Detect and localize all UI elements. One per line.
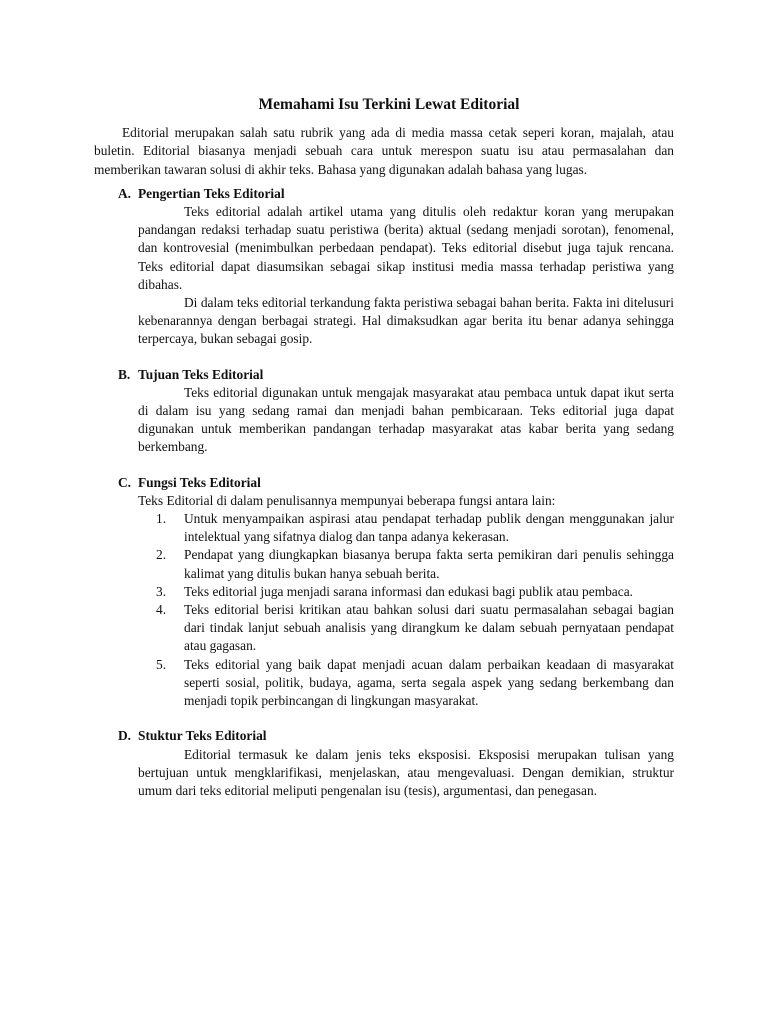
section-heading [94,474,674,492]
section-heading [94,366,674,384]
section-body [94,492,674,710]
section-heading [94,185,674,203]
section-body [94,203,674,349]
list-item [138,583,674,601]
list-item [138,546,674,582]
section-heading [94,727,674,745]
list-number: 2. [156,547,167,563]
section-letter: B. [118,366,131,382]
spacer [94,710,674,727]
list-text: Pendapat yang diungkapkan biasanya berupa fakta serta pemikiran dari penulis sehingga kalimat yang ditulis bukan hanya sebuah berita. [184,547,674,581]
list-text: Teks editorial juga menjadi sarana informasi dan edukasi bagi publik atau pembaca. [184,583,633,599]
list-text: Teks editorial berisi kritikan atau bahkan solusi dari suatu permasalahan sebagai bagian dari tindak lanjut sebuah analisis yang dirangkum ke dalam sebuah pernyataan pendapat atau gagasan. [184,602,674,654]
section-pengertian [94,185,674,349]
section-title: Tujuan Teks Editorial [138,366,264,382]
section-title: Stuktur Teks Editorial [138,728,267,744]
list-text: Teks editorial yang baik dapat menjadi acuan dalam perbaikan keadaan di masyarakat seperti sosial, politik, budaya, agama, serta segala aspek yang sedang berkembang dan menjadi topik perbincangan di lingkungan masyarakat. [184,656,674,709]
document-title: Memahami Isu Terkini Lewat Editorial [258,96,520,113]
section-body [94,384,674,457]
intro-paragraph: Editorial merupakan salah satu rubrik yang ada di media massa cetak seperi koran, majalah, atau buletin. Editorial biasanya menjadi sebuah cara untuk merespon suatu isu atau permasalahan dan memberikan tawaran solusi di akhir teks. Bahasa yang digunakan adalah bahasa yang lugas. [94,125,674,177]
section-letter: A. [118,185,132,201]
list-item [138,656,674,711]
list-item [138,510,674,546]
section-title: Pengertian Teks Editorial [138,185,285,201]
list-number: 5. [156,656,167,672]
section-letter: C. [118,474,132,490]
list-text: Untuk menyampaikan aspirasi atau pendapat terhadap publik dengan menggunakan jalur intelektual yang sifatnya dialog dan tanpa adanya kekerasan. [184,511,674,545]
fungsi-list [138,510,674,710]
spacer [94,457,674,474]
section-paragraph: Teks editorial digunakan untuk mengajak masyarakat atau pembaca untuk dapat ikut serta di dalam isu yang sedang ramai dan menjadi bahan pembicaraan. Teks editorial juga dapat digunakan untuk memberikan pandangan terhadap masyarakat atas kabar berita yang sedang berkembang. [138,384,674,455]
section-body [94,746,674,801]
section-fungsi [94,474,674,711]
section-paragraph: Editorial termasuk ke dalam jenis teks eksposisi. Eksposisi merupakan tulisan yang bertujuan untuk mengklarifikasi, menjelaskan, atau mengevaluasi. Dengan demikian, struktur umum dari teks editorial meliputi pengenalan isu (tesis), argumentasi, dan penegasan. [138,746,674,798]
section-paragraph: Di dalam teks editorial terkandung fakta peristiwa sebagai bahan berita. Fakta ini ditelusuri kebenarannya dengan berbagai strategi. Hal dimaksudkan agar berita itu benar adanya sehingga terpercaya, bukan sebagai gosip. [138,295,674,347]
section-title: Fungsi Teks Editorial [138,474,261,490]
list-number: 3. [156,583,167,599]
section-tujuan [94,366,674,457]
section-letter: D. [118,728,132,744]
section-paragraph: Teks editorial adalah artikel utama yang ditulis oleh redaktur koran yang merupakan pandangan redaksi terhadap suatu peristiwa (berita) aktual (sedang menjadi sorotan), fenomenal, dan kontrovesial (menimbulkan perbedaan pendapat). Teks editorial disebut juga tajuk rencana. Teks editorial dapat diasumsikan sebagai sikap institusi media massa terhadap peristiwa yang dibahas. [138,204,674,292]
list-number: 4. [156,602,167,618]
spacer [94,349,674,366]
section-struktur [94,727,674,800]
list-number: 1. [156,511,167,527]
list-item [138,601,674,656]
section-lead: Teks Editorial di dalam penulisannya mempunyai beberapa fungsi antara lain: [138,492,556,508]
